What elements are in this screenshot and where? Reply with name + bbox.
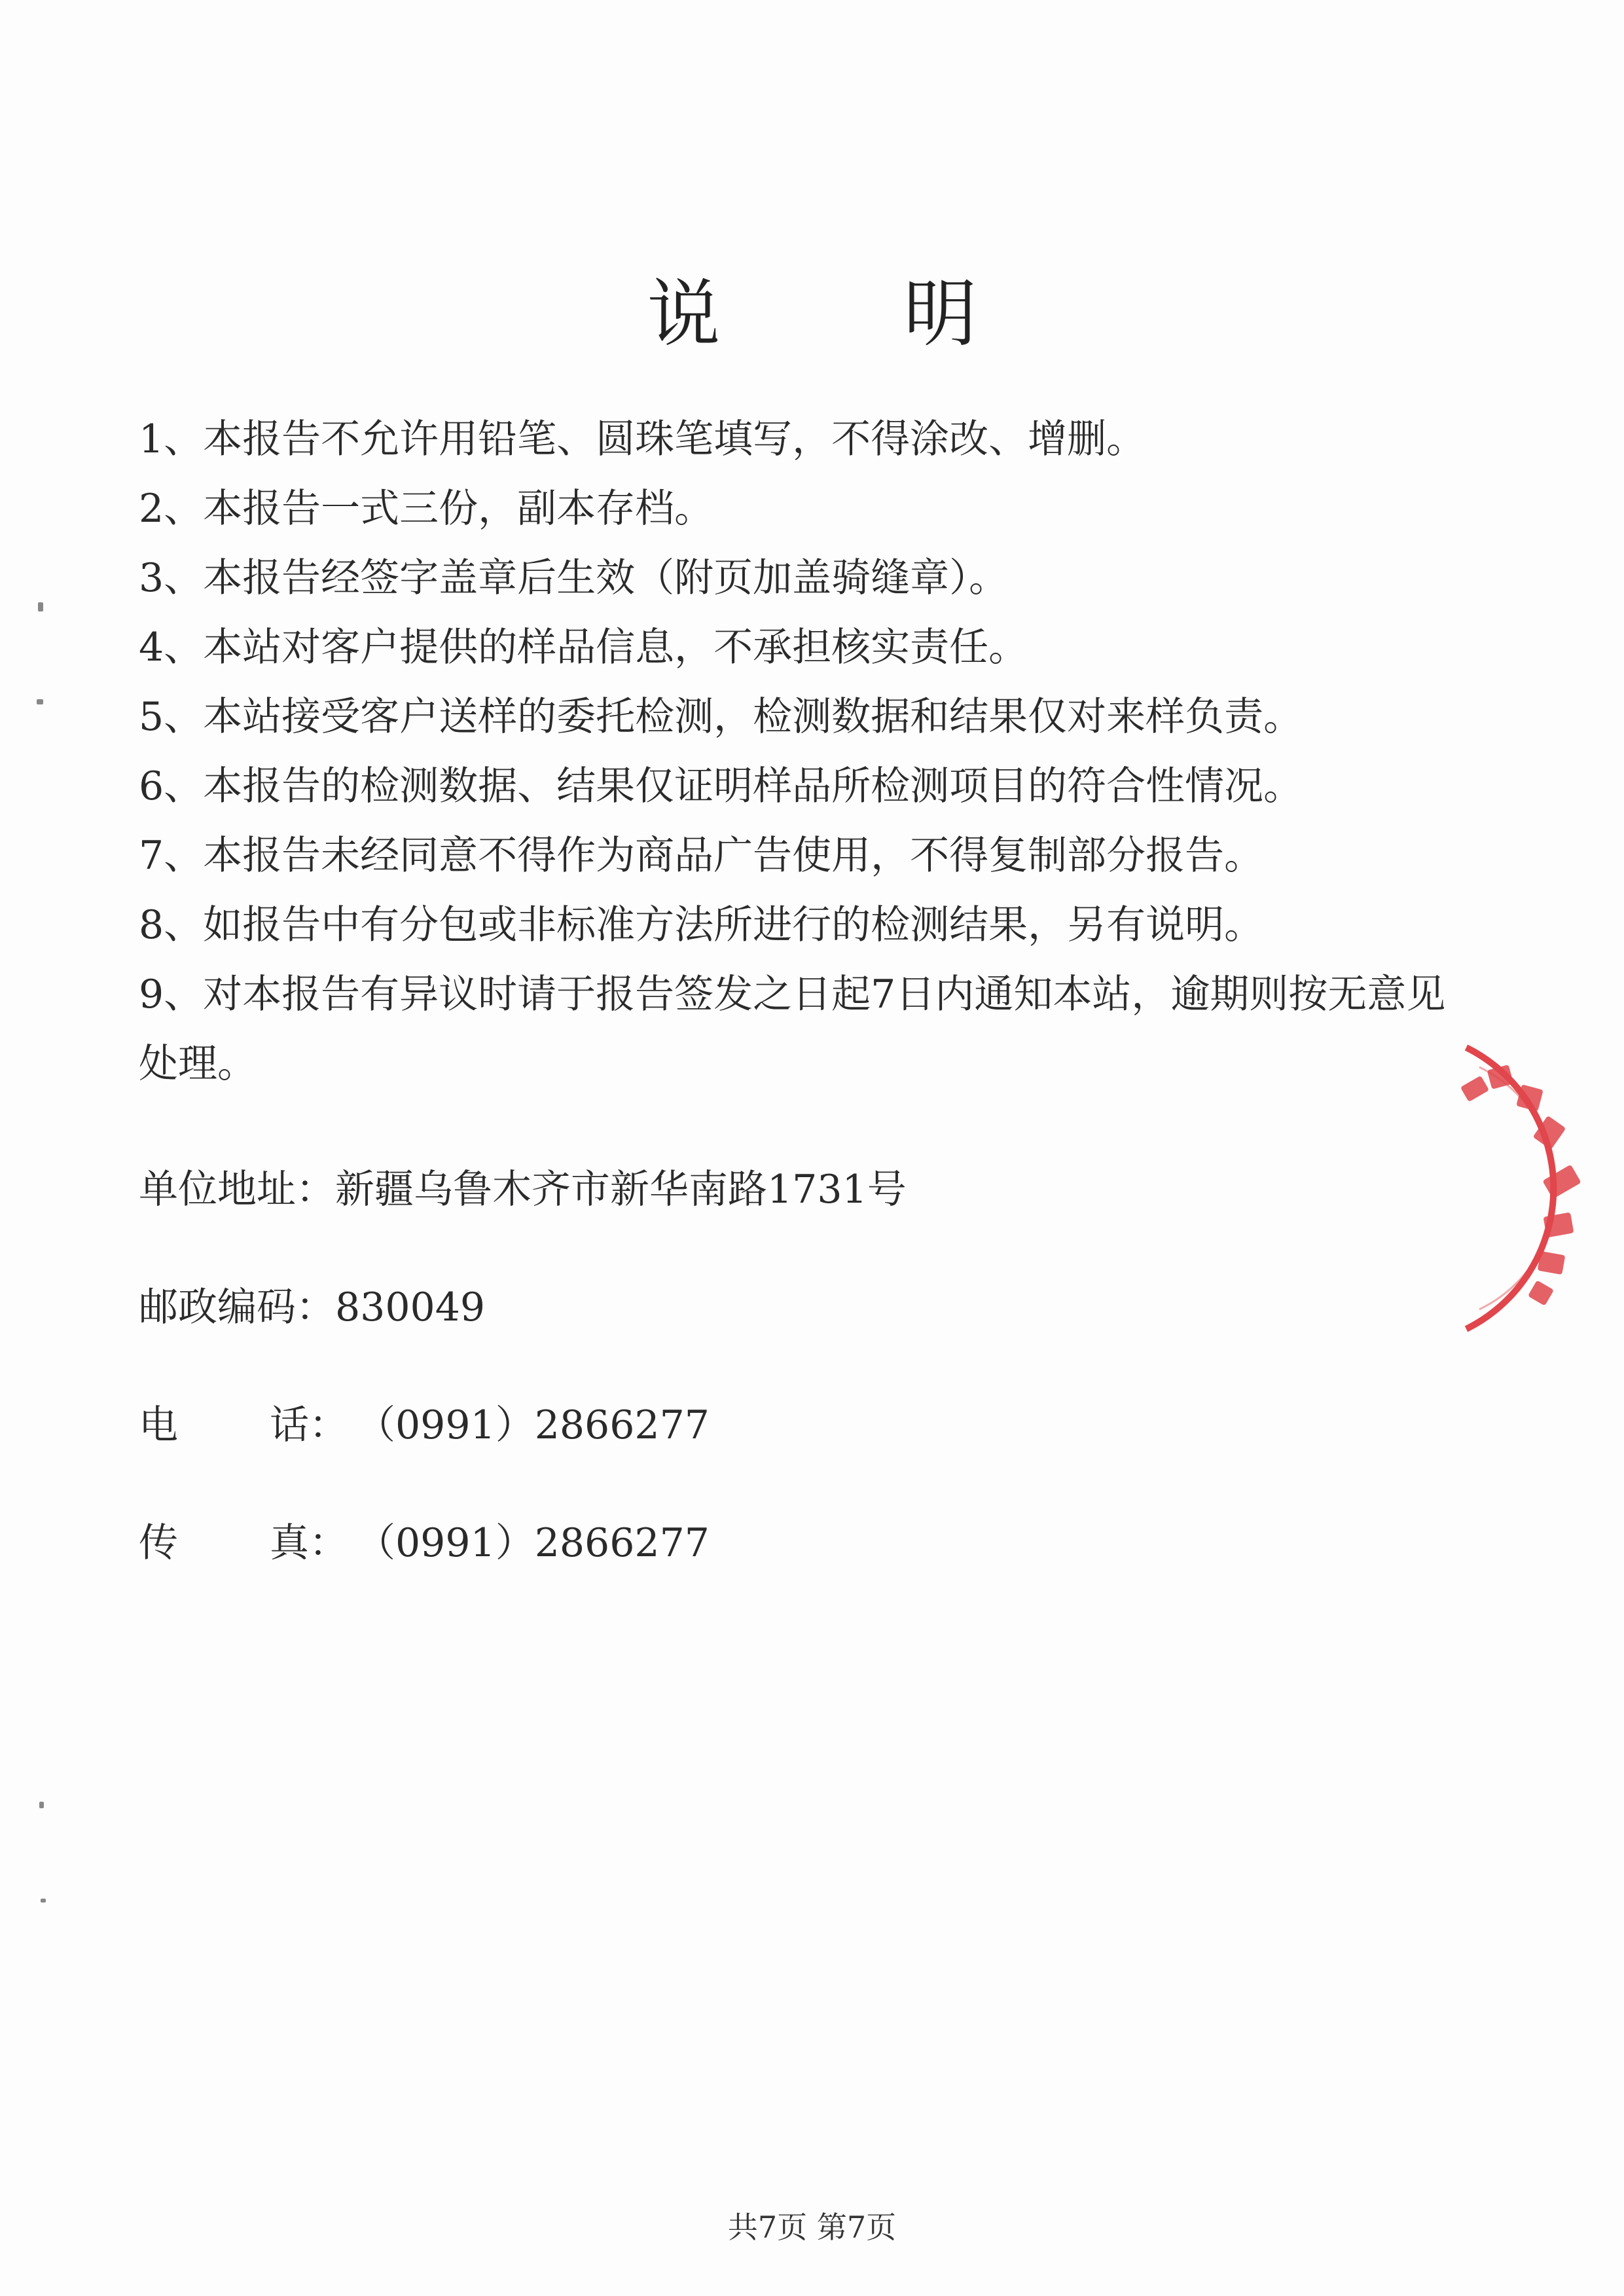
- postcode-label: 邮政编码：: [139, 1285, 335, 1330]
- note-item: 7、本报告未经同意不得作为商品广告使用，不得复制部分报告。: [139, 833, 1264, 879]
- note-item: 1、本报告不允许用铅笔、圆珠笔填写，不得涂改、增删。: [139, 416, 1146, 462]
- postcode-value: 830049: [335, 1285, 486, 1330]
- fax-line: [139, 1517, 1382, 1569]
- scan-speck: [39, 1802, 44, 1808]
- phone-label-2: 话：: [270, 1402, 348, 1448]
- address-line: [139, 1163, 1382, 1216]
- address-label: 单位地址：: [139, 1167, 335, 1212]
- address-value: 新疆乌鲁木齐市新华南路1731号: [335, 1167, 907, 1212]
- note-item: 4、本站对客户提供的样品信息，不承担核实责任。: [139, 625, 1028, 670]
- fax-value: （0991）2866277: [356, 1520, 710, 1566]
- page-title: [0, 268, 1624, 360]
- title-char-1: 说: [647, 272, 721, 357]
- fax-label-2: 真：: [270, 1520, 348, 1566]
- scan-speck: [37, 699, 43, 704]
- total-pages: 共7页: [727, 2210, 808, 2245]
- phone-value: （0991）2866277: [356, 1402, 710, 1448]
- current-page: 第7页: [816, 2210, 897, 2245]
- title-char-2: 明: [903, 272, 977, 357]
- phone-label-1: 电: [139, 1402, 178, 1448]
- note-item: 5、本站接受客户送样的委托检测，检测数据和结果仅对来样负责。: [139, 694, 1303, 740]
- scan-speck: [41, 1899, 46, 1903]
- phone-line: [139, 1399, 1382, 1451]
- postcode-line: [139, 1281, 1382, 1334]
- note-item: 8、如报告中有分包或非标准方法所进行的检测结果，另有说明。: [139, 902, 1264, 948]
- scan-speck: [38, 602, 43, 611]
- note-item: 3、本报告经签字盖章后生效（附页加盖骑缝章）。: [139, 555, 1009, 601]
- page-footer: [0, 2208, 1624, 2247]
- note-item: 6、本报告的检测数据、结果仅证明样品所检测项目的符合性情况。: [139, 763, 1303, 809]
- note-item: 9、对本报告有异议时请于报告签发之日起7日内通知本站，逾期则按无意见处理。: [139, 972, 1446, 1087]
- fax-label-1: 传: [139, 1520, 178, 1566]
- note-item: 2、本报告一式三份，副本存档。: [139, 486, 714, 532]
- official-seal-icon: [1427, 1041, 1623, 1336]
- notes-list: [139, 405, 1474, 1099]
